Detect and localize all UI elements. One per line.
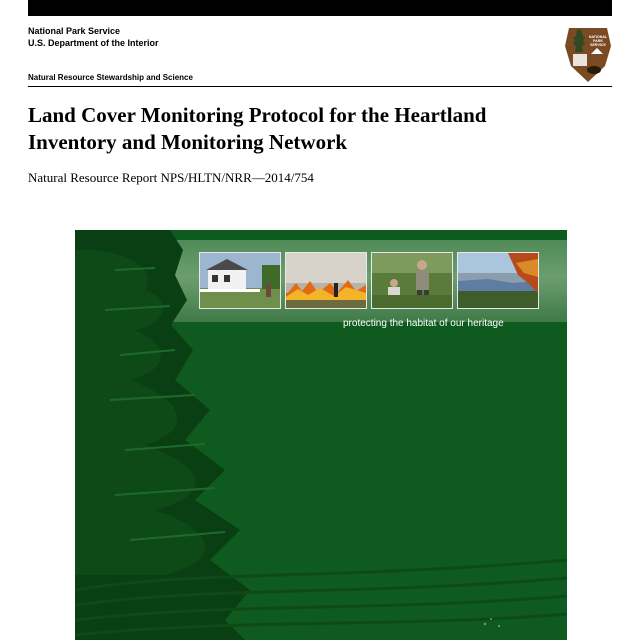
cover-artwork [75, 230, 567, 640]
top-black-bar [28, 0, 612, 16]
logo-text-2: PARK [593, 39, 603, 43]
agency-name: National Park Service [28, 26, 121, 36]
logo-text-1: NATIONAL [588, 35, 608, 39]
header-divider [28, 86, 612, 87]
photo-river-bluff [457, 252, 539, 309]
program-name: Natural Resource Stewardship and Science [28, 73, 193, 82]
photo-historic-house [199, 252, 281, 309]
nps-arrowhead-logo [563, 24, 613, 84]
photo-prescribed-fire [285, 252, 367, 309]
title-line-1: Land Cover Monitoring Protocol for the Heartland [28, 103, 487, 127]
logo-text-3: SERVICE [590, 43, 606, 47]
department-name: U.S. Department of the Interior [28, 38, 159, 48]
cover-tagline: protecting the habitat of our heritage [343, 318, 504, 329]
title-line-2: Inventory and Monitoring Network [28, 130, 348, 154]
report-number: Natural Resource Report NPS/HLTN/NRR—2014/754 [28, 170, 314, 185]
photo-field-researchers [371, 252, 453, 309]
document-title [28, 102, 608, 156]
agency-block [28, 25, 159, 49]
